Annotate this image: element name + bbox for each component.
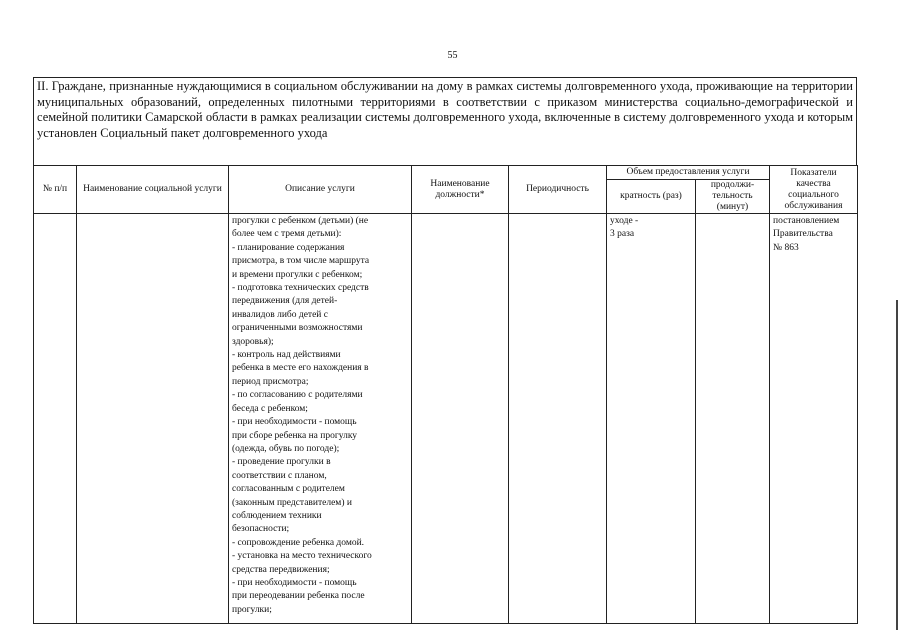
description-line: - сопровождение ребенка домой. — [232, 537, 365, 548]
description-line: согласованным с родителем — [232, 484, 345, 495]
header-quality: Показатели качества социального обслуживания — [770, 166, 858, 214]
header-duration: продолжи-тельность (минут) — [696, 180, 770, 214]
cell-quality — [770, 214, 858, 624]
description-line: ребенка в месте его нахождения в — [232, 363, 369, 374]
header-periodicity: Периодичность — [509, 166, 607, 214]
description-line: беседа с ребенком; — [232, 403, 308, 414]
description-line: и времени прогулки с ребенком; — [232, 269, 363, 280]
description-line: средства передвижения; — [232, 564, 330, 575]
description-line: - подготовка технических средств — [232, 283, 369, 294]
cell-multiplicity — [607, 214, 696, 624]
margin-line — [896, 300, 898, 630]
description-line: соответствии с планом, — [232, 470, 327, 481]
description-line: ограниченными возможностями — [232, 323, 363, 334]
description-line: соблюдением техники — [232, 510, 322, 521]
table-row — [34, 214, 858, 624]
description-line: - установка на место технического — [232, 551, 372, 562]
page-number: 55 — [447, 50, 458, 61]
description-line: - проведение прогулки в — [232, 457, 331, 468]
description-line: (одежда, обувь по погоде); — [232, 443, 340, 454]
cell-service-name — [77, 214, 229, 624]
description-line: здоровья); — [232, 336, 274, 347]
cell-num — [34, 214, 77, 624]
description-line: безопасности; — [232, 524, 290, 535]
description-line: при переодевании ребенка после — [232, 591, 365, 602]
description-line: - при необходимости - помощь — [232, 577, 357, 588]
description-line: более чем с тремя детьми): — [232, 229, 342, 240]
description-line: присмотра, в том числе маршрута — [232, 256, 370, 267]
description-line: период присмотра; — [232, 376, 309, 387]
cell-description — [229, 214, 412, 624]
description-line: передвижения (для детей- — [232, 296, 338, 307]
description-line: инвалидов либо детей с — [232, 309, 328, 320]
quality-line: постановлением — [773, 216, 840, 226]
description-line: (законным представителем) и — [232, 497, 352, 508]
description-line: - при необходимости - помощь — [232, 417, 357, 428]
description-line: при сборе ребенка на прогулку — [232, 430, 358, 441]
header-volume-group: Объем предоставления услуги — [607, 166, 770, 180]
description-line: прогулки с ребенком (детьми) (не — [232, 216, 369, 226]
header-position: Наименование должности* — [412, 166, 509, 214]
cell-periodicity — [509, 214, 607, 624]
header-description: Описание услуги — [229, 166, 412, 214]
section-heading: II. Граждане, признанные нуждающимися в социальном обслуживании на дому в рамках системы долговременного ухода, проживающие на территории муниципальных образований, определенных пилотными территориями в соответствии с приказом министерства социально-демографической и семейной политики Самарской области в рамках реализации системы долговременного ухода, включенные в систему долговременного ухода и которым установлен Социальный пакет долговременного ухода — [33, 77, 857, 165]
description-line: - контроль над действиями — [232, 350, 341, 361]
cell-duration — [696, 214, 770, 624]
header-multiplicity: кратность (раз) — [607, 180, 696, 214]
description-line: - по согласованию с родителями — [232, 390, 363, 401]
services-table — [33, 165, 858, 624]
quality-line: № 863 — [773, 242, 799, 253]
cell-position — [412, 214, 509, 624]
multiplicity-line: 3 раза — [610, 229, 635, 240]
header-service-name: Наименование социальной услуги — [77, 166, 229, 214]
quality-line: Правительства — [773, 229, 833, 240]
description-line: прогулки; — [232, 604, 272, 615]
description-line: - планирование содержания — [232, 242, 345, 253]
multiplicity-line: уходе - — [610, 216, 639, 226]
header-num: № п/п — [34, 166, 77, 214]
